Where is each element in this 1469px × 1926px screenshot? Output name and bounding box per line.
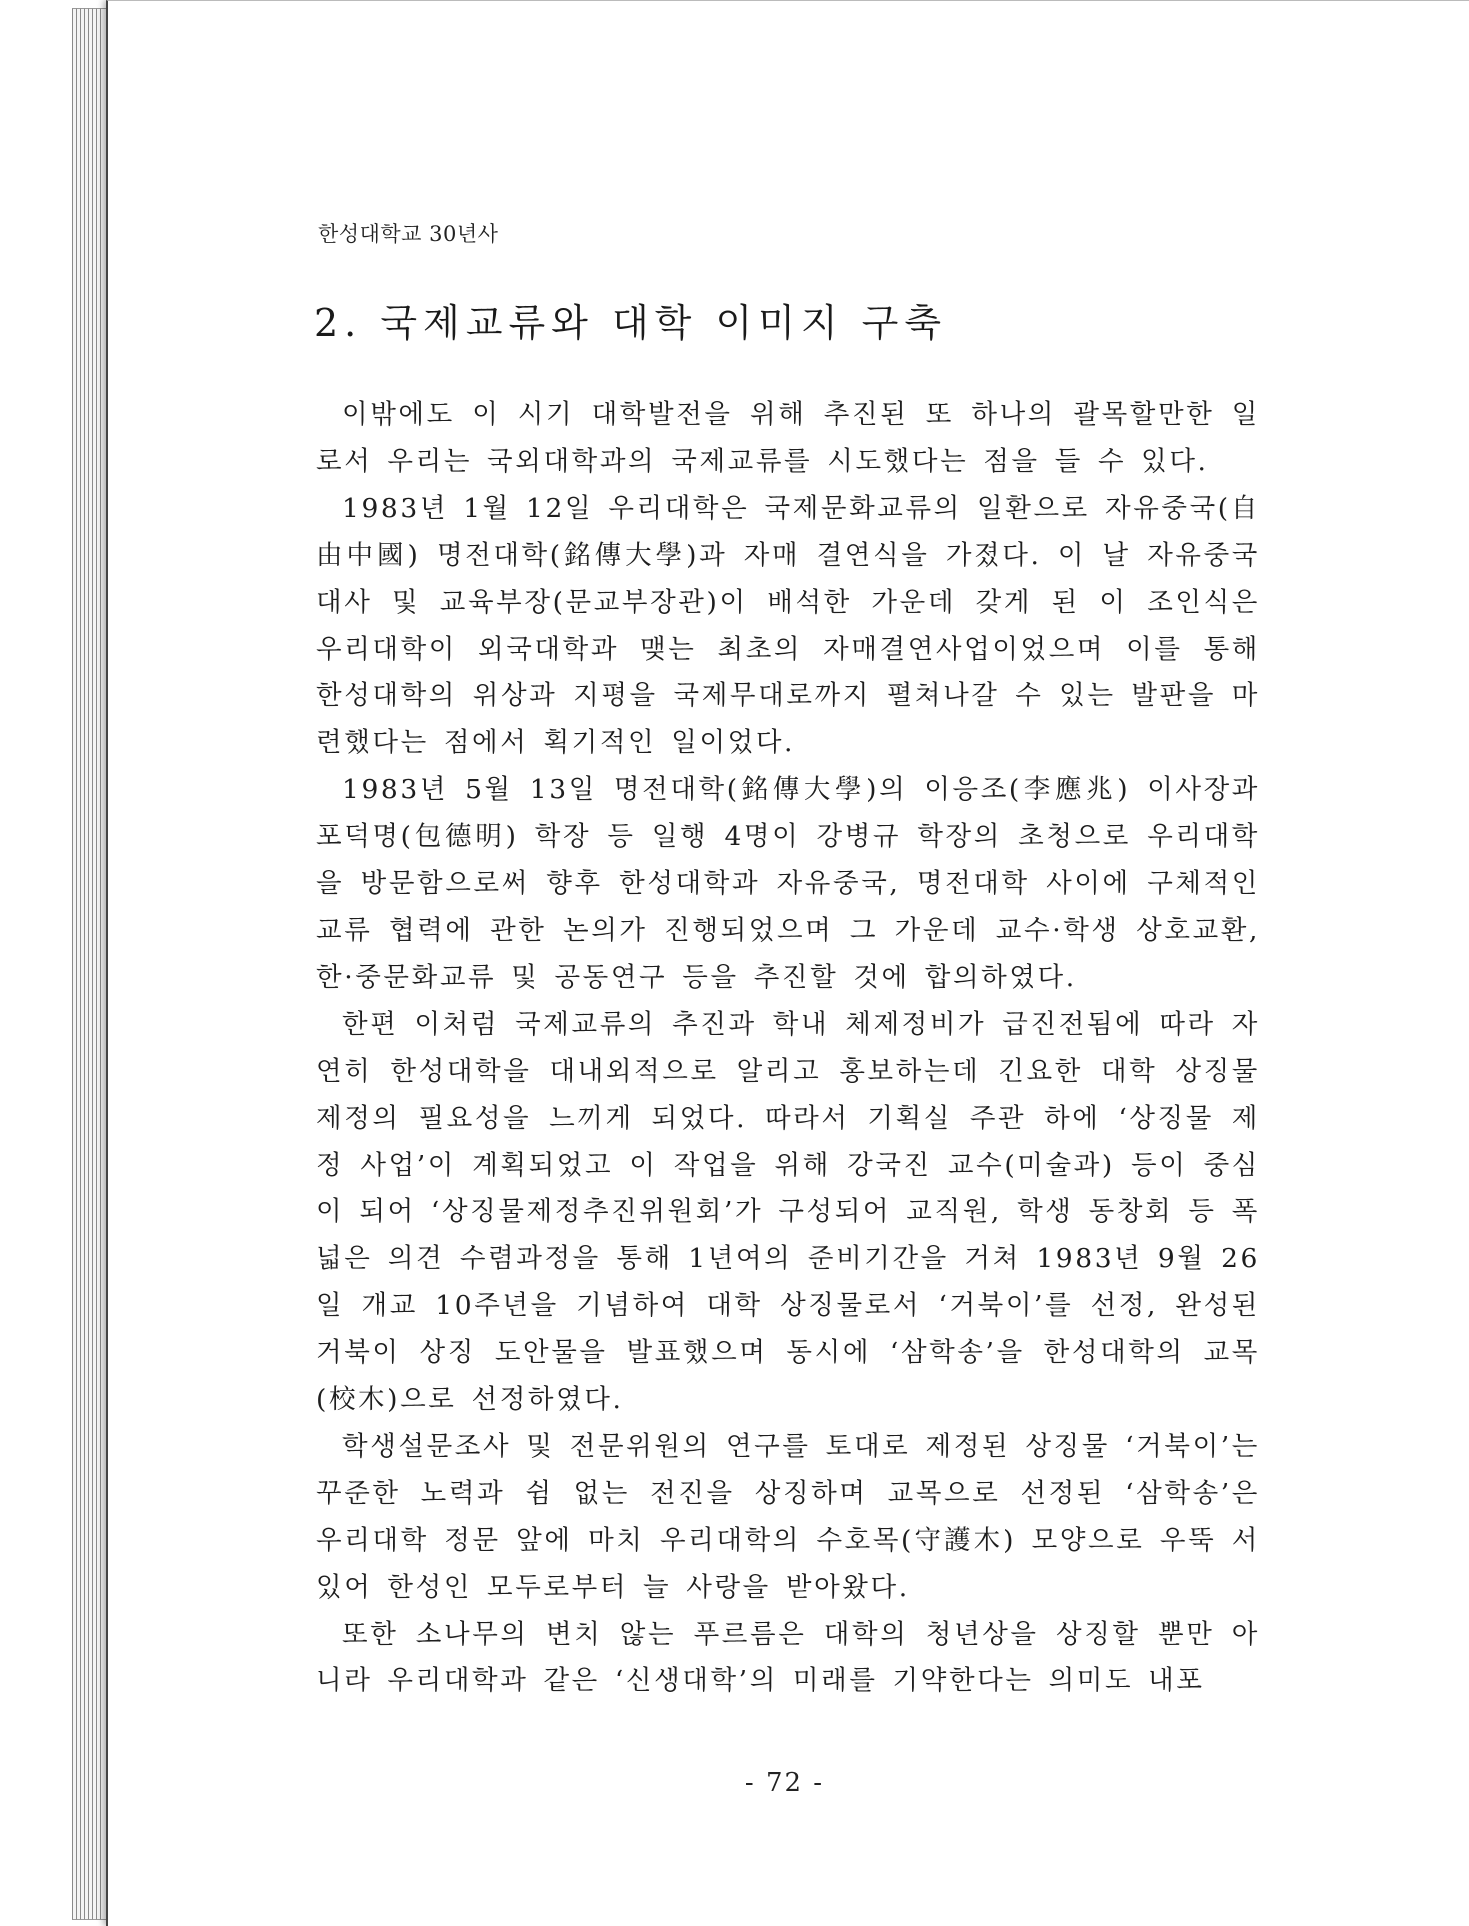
paragraph-4: 한편 이처럼 국제교류의 추진과 학내 체제정비가 급진전됨에 따라 자연히 한성대학을 대내외적으로 알리고 홍보하는데 긴요한 대학 상징물 제정의 필요성을 느끼게 되었다. 따라서 기획실 주관 하에 ‘상징물 제정 사업’이 계획되었고 이 작업을 위해 강국진 교수(미술과) 등이 중심이 되어 ‘상징물제정추진위원회’가 구성되어 교직원, 학생 동창회 등 폭넓은 의견 수렴과정을 통해 1년여의 준비기간을 거쳐 1983년 9월 26일 개교 10주년을 기념하여 대학 상징물로서 ‘거북이’를 선정, 완성된 거북이 상징 도안물을 발표했으며 동시에 ‘삼학송’을 한성대학의 교목(校木)으로 선정하였다. [316, 1008, 1260, 1416]
running-head: 한성대학교 30년사 [318, 222, 499, 246]
paragraph-5: 학생설문조사 및 전문위원의 연구를 토대로 제정된 상징물 ‘거북이’는 꾸준한 노력과 쉼 없는 전진을 상징하며 교목으로 선정된 ‘삼학송’은 우리대학 정문 앞에 마치 우리대학의 수호목(守護木) 모양으로 우뚝 서있어 한성인 모두로부터 늘 사랑을 받아왔다. [316, 1430, 1260, 1603]
body-text [316, 392, 1260, 1705]
page-stack-edges [72, 8, 106, 1920]
paragraph-3: 1983년 5월 13일 명전대학(銘傳大學)의 이응조(李應兆) 이사장과 포덕명(包德明) 학장 등 일행 4명이 강병규 학장의 초청으로 우리대학을 방문함으로써 향후 한성대학과 자유중국, 명전대학 사이에 구체적인 교류 협력에 관한 논의가 진행되었으며 그 가운데 교수·학생 상호교환, 한·중문화교류 및 공동연구 등을 추진할 것에 합의하였다. [316, 774, 1260, 993]
paragraph-1: 이밖에도 이 시기 대학발전을 위해 추진된 또 하나의 괄목할만한 일로서 우리는 국외대학과의 국제교류를 시도했다는 점을 들 수 있다. [316, 399, 1260, 477]
paragraph-2: 1983년 1월 12일 우리대학은 국제문화교류의 일환으로 자유중국(自由中國) 명전대학(銘傳大學)과 자매 결연식을 가졌다. 이 날 자유중국 대사 및 교육부장(문교부장관)이 배석한 가운데 갖게 된 이 조인식은 우리대학이 외국대학과 맺는 최초의 자매결연사업이었으며 이를 통해 한성대학의 위상과 지평을 국제무대로까지 펼쳐나갈 수 있는 발판을 마련했다는 점에서 획기적인 일이었다. [316, 492, 1260, 759]
paragraph-6: 또한 소나무의 변치 않는 푸르름은 대학의 청년상을 상징할 뿐만 아니라 우리대학과 같은 ‘신생대학’의 미래를 기약한다는 의미도 내포 [316, 1618, 1260, 1697]
section-title: 2. 국제교류와 대학 이미지 구축 [314, 301, 948, 345]
page-number: - 72 - [744, 1768, 825, 1798]
